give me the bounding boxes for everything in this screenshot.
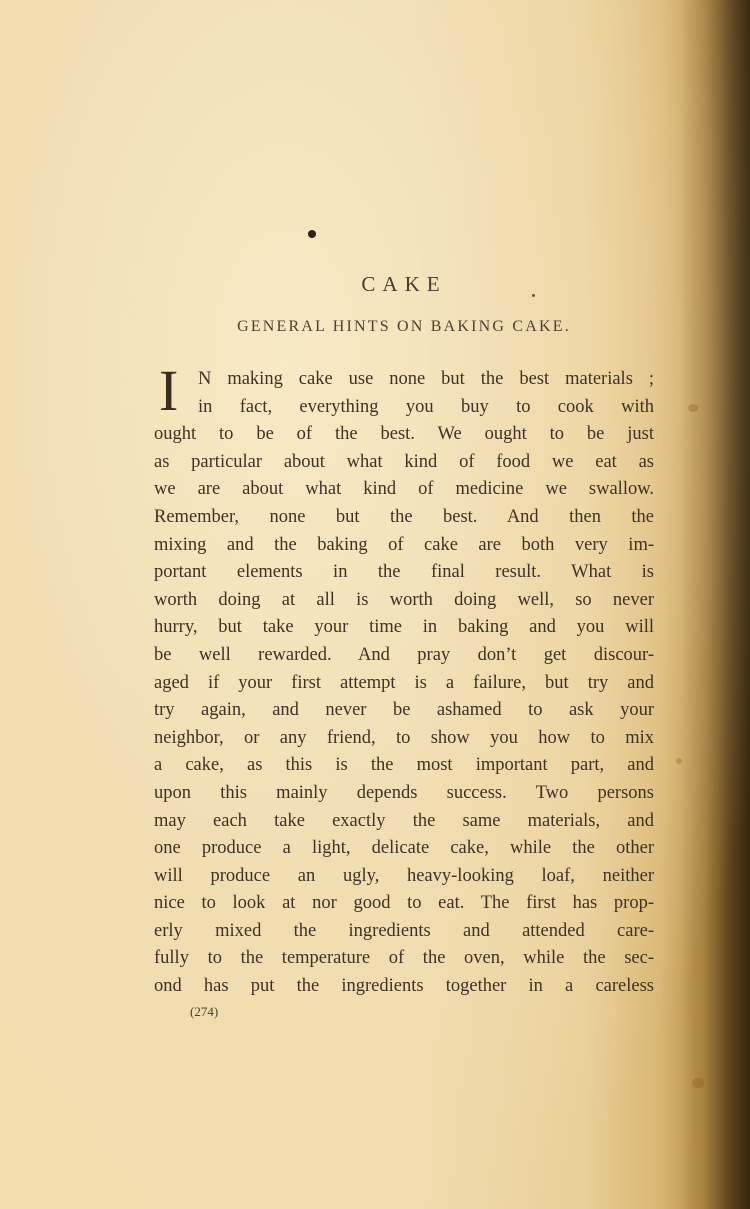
text-line: one produce a light, delicate cake, while the other	[154, 838, 654, 859]
foxing-spot	[692, 1078, 704, 1088]
text-line: may each take exactly the same materials, and	[154, 810, 654, 831]
text-line: we are about what kind of medicine we swallow.	[154, 479, 654, 500]
page-number: (274)	[190, 1004, 219, 1019]
drop-cap: I	[159, 358, 179, 423]
text-line: worth doing at all is worth doing well, so never	[154, 589, 654, 610]
section-title: GENERAL HINTS ON BAKING CAKE.	[237, 318, 571, 335]
foxing-spot	[676, 758, 682, 764]
foxing-spot	[688, 404, 698, 412]
text-line: will produce an ugly, heavy-looking loaf, neither	[154, 865, 654, 886]
chapter-title: CAKE	[361, 272, 447, 296]
text-line: ought to be of the best. We ought to be just	[154, 424, 654, 445]
text-line: mixing and the baking of cake are both very im-	[154, 534, 654, 555]
text-line: be well rewarded. And pray don’t get discour-	[154, 644, 654, 665]
text-line: in fact, everything you buy to cook with	[198, 396, 654, 417]
text-line: aged if your first attempt is a failure, but try and	[154, 672, 654, 693]
text-line: hurry, but take your time in baking and you will	[154, 617, 654, 638]
text-line: a cake, as this is the most important part, and	[154, 755, 654, 776]
text-line: Remember, none but the best. And then the	[154, 506, 654, 527]
text-line: nice to look at nor good to eat. The first has prop-	[154, 893, 654, 914]
text-line: upon this mainly depends success. Two persons	[154, 782, 654, 803]
text-line: N making cake use none but the best materials ;	[198, 369, 654, 389]
text-line: as particular about what kind of food we eat as	[154, 451, 654, 472]
text-line: erly mixed the ingredients and attended care-	[154, 920, 654, 941]
text-line: portant elements in the final result. What is	[154, 562, 654, 583]
text-line: ond has put the ingredients together in a careless	[154, 976, 654, 997]
text-line: fully to the temperature of the oven, while the sec-	[154, 948, 654, 969]
ornament-dot	[308, 230, 316, 238]
text-line: try again, and never be ashamed to ask your	[154, 700, 654, 721]
body-text	[154, 366, 654, 1001]
text-line: neighbor, or any friend, to show you how to mix	[154, 727, 654, 748]
